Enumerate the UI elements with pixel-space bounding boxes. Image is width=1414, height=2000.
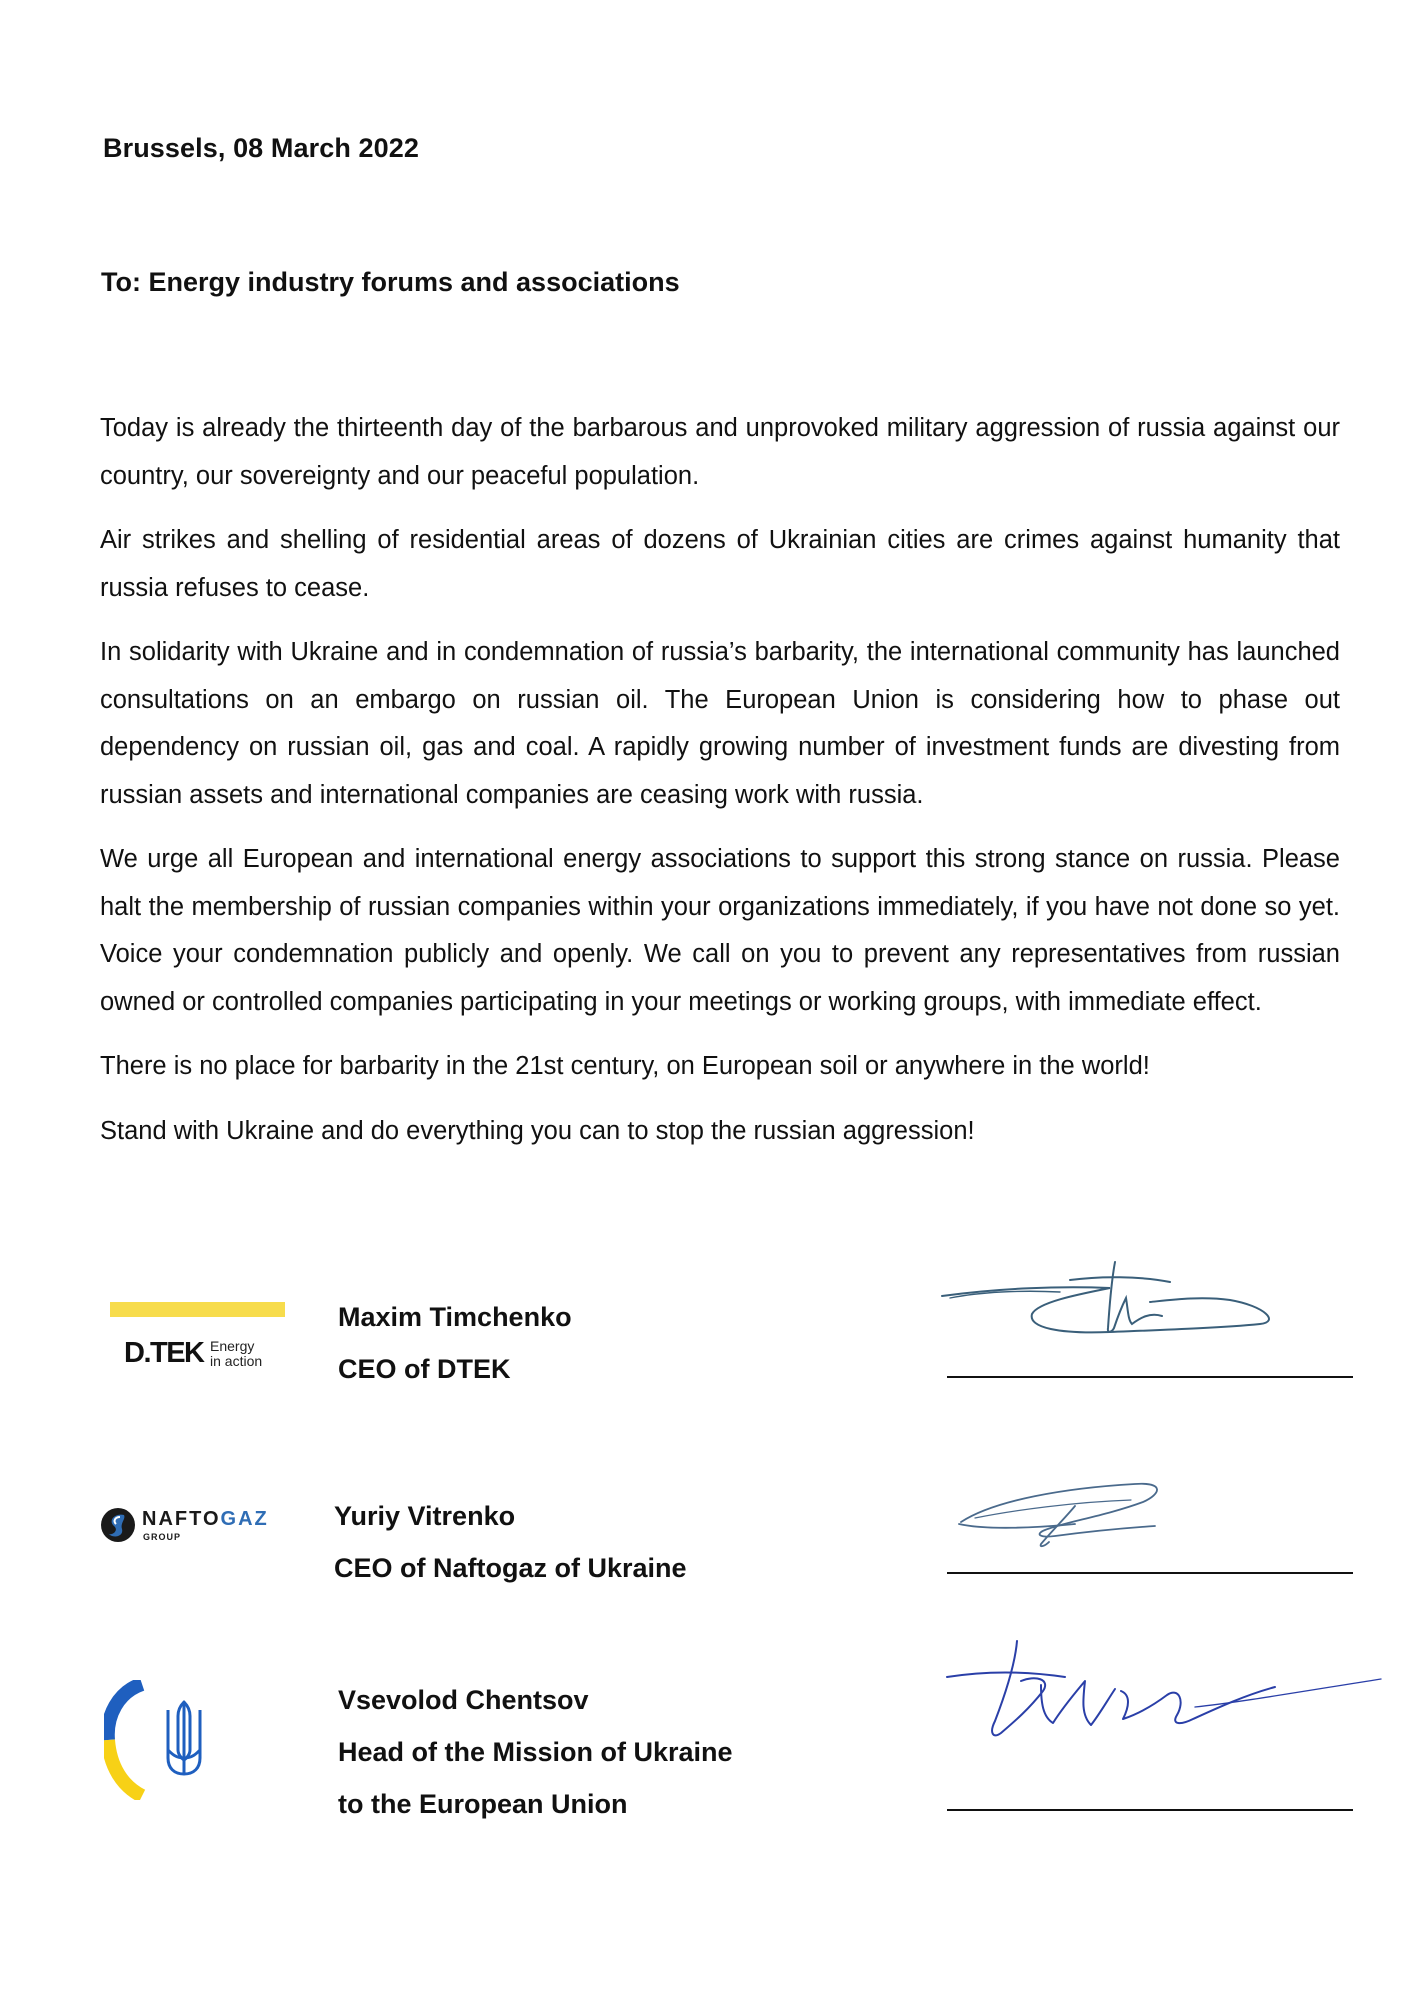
body-paragraph: We urge all European and international energy associations to support this strong stance on russia. Please halt the membership of russian companies within your organizations immediately, if you have not done so yet. Voice your condemnation publicly and openly. We call on you to prevent any representatives from russian owned or controlled companies participating in your meetings or working groups, with immediate effect. [100,845,1340,1016]
signatory-title: CEO of DTEK [338,1354,511,1384]
signatory-title: to the European Union [338,1789,628,1819]
body-paragraph: Air strikes and shelling of residential areas of dozens of Ukrainian cities are crimes against humanity that russia refuses to cease. [100,526,1340,602]
letter-body [100,405,1340,1172]
signature-vitrenko [955,1470,1195,1560]
signature-chentsov [945,1635,1385,1765]
body-paragraph: There is no place for barbarity in the 21st century, on European soil or anywhere in the world! [100,1052,1150,1080]
naftogaz-logo-icon [100,1507,136,1543]
naftogaz-logo-subtext: GROUP [143,1532,182,1542]
signature-timchenko [940,1258,1340,1358]
dtek-logo-tagline [210,1339,262,1369]
signatory-block-chentsov [338,1674,733,1830]
dtek-tagline-line: in action [210,1353,263,1369]
naftogaz-wordmark-accent: GAZ [220,1508,269,1530]
letter-recipient-line: To: Energy industry forums and associations [101,267,680,297]
naftogaz-wordmark-main: NAFTO [142,1508,221,1530]
body-paragraph: Stand with Ukraine and do everything you can to stop the russian aggression! [100,1116,975,1145]
signature-line [947,1809,1353,1811]
dtek-logo-wordmark: D.TEK [124,1337,204,1369]
body-paragraph: In solidarity with Ukraine and in condemnation of russia’s barbarity, the international community has launched consultations on an embargo on russian oil. The European Union is considering how to phase out dependency on russian oil, gas and coal. A rapidly growing number of investment funds are divesting from russian assets and international companies are ceasing work with russia. [100,638,1340,809]
signature-line [947,1572,1353,1574]
letter-date-line: Brussels, 08 March 2022 [103,133,419,163]
trident-icon [168,1702,200,1774]
signatory-name: Yuriy Vitrenko [334,1501,516,1531]
mission-of-ukraine-logo [104,1680,224,1800]
signatory-block-timchenko [338,1291,572,1395]
signatory-name: Maxim Timchenko [338,1302,572,1332]
signatory-name: Vsevolod Chentsov [338,1685,589,1715]
signature-line [947,1376,1353,1378]
dtek-logo-bar [110,1302,285,1317]
naftogaz-logo-wordmark [142,1508,269,1531]
body-paragraph: Today is already the thirteenth day of the barbarous and unprovoked military aggression of russia against our country, our sovereignty and our peaceful population. [100,414,1340,490]
signatory-title: Head of the Mission of Ukraine [338,1737,733,1767]
dtek-tagline-line: Energy [210,1338,255,1354]
signatory-title: CEO of Naftogaz of Ukraine [334,1553,687,1583]
signatory-block-vitrenko [334,1490,687,1594]
